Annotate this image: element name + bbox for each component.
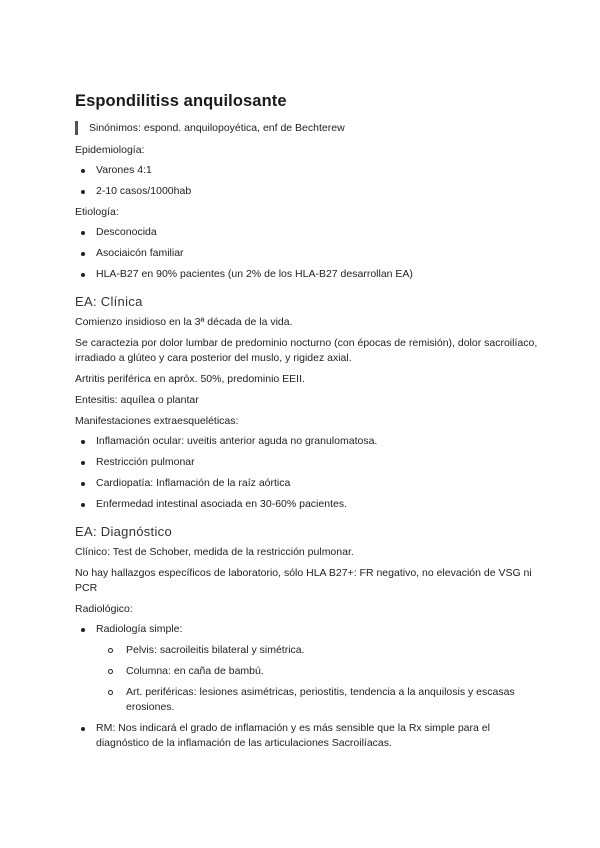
synonyms-quote: Sinónimos: espond. anquilopoyética, enf de Bechterew [75, 121, 545, 135]
list-item: RM: Nos indicará el grado de inflamación y es más sensible que la Rx simple para el diagnóstico de la inflamación de las articulaciones Sacroilíacas. [75, 721, 545, 751]
extraskeletal-list [75, 434, 545, 512]
etiology-heading: Etiología: [75, 206, 119, 218]
list-item: Enfermedad intestinal asociada en 30-60% pacientes. [75, 497, 545, 512]
page-title: Espondilitiss anquilosante [75, 92, 287, 110]
diagnosis-heading: EA: Diagnóstico [75, 524, 172, 539]
rx-sublist [96, 643, 545, 715]
paragraph: Entesitis: aquílea o plantar [75, 394, 199, 406]
sub-list-item: Pelvis: sacroileitis bilateral y simétrica. [103, 643, 545, 658]
etiology-list [75, 225, 545, 282]
paragraph: Se caractezia por dolor lumbar de predominio nocturno (con épocas de remisión), dolor sacroilíaco, irradiado a glúteo y cara posterior del muslo, y rigidez axial. [75, 337, 538, 364]
list-item: Varones 4:1 [75, 163, 545, 178]
list-item: Asociaicón familiar [75, 246, 545, 261]
paragraph: No hay hallazgos específicos de laboratorio, sólo HLA B27+: FR negativo, no elevación de VSG ni PCR [75, 567, 532, 594]
paragraph: Radiológico: [75, 603, 133, 615]
sub-list-item: Art. periféricas: lesiones asimétricas, periostitis, tendencia a la anquilosis y escasas erosiones. [103, 685, 545, 715]
sub-list-item: Columna: en caña de bambú. [103, 664, 545, 679]
paragraph: Artritis periférica en apróx. 50%, predominio EEII. [75, 373, 305, 385]
document-page [75, 92, 545, 757]
list-item [75, 622, 545, 715]
diagnosis-list [75, 622, 545, 751]
list-item: HLA-B27 en 90% pacientes (un 2% de los HLA-B27 desarrollan EA) [75, 267, 545, 282]
list-item: Restricción pulmonar [75, 455, 545, 470]
list-item: 2-10 casos/1000hab [75, 184, 545, 199]
extraskeletal-heading: Manifestaciones extraesqueléticas: [75, 415, 239, 427]
clinical-heading: EA: Clínica [75, 294, 143, 309]
list-item: Inflamación ocular: uveitis anterior aguda no granulomatosa. [75, 434, 545, 449]
list-item: Desconocida [75, 225, 545, 240]
epidemiology-heading: Epidemiología: [75, 144, 145, 156]
paragraph: Clínico: Test de Schober, medida de la restricción pulmonar. [75, 546, 354, 558]
paragraph: Comienzo insidioso en la 3ª década de la vida. [75, 316, 293, 328]
rx-label: Radiología simple: [96, 623, 183, 635]
list-item: Cardiopatía: Inflamación de la raíz aórtica [75, 476, 545, 491]
epidemiology-list [75, 163, 545, 199]
